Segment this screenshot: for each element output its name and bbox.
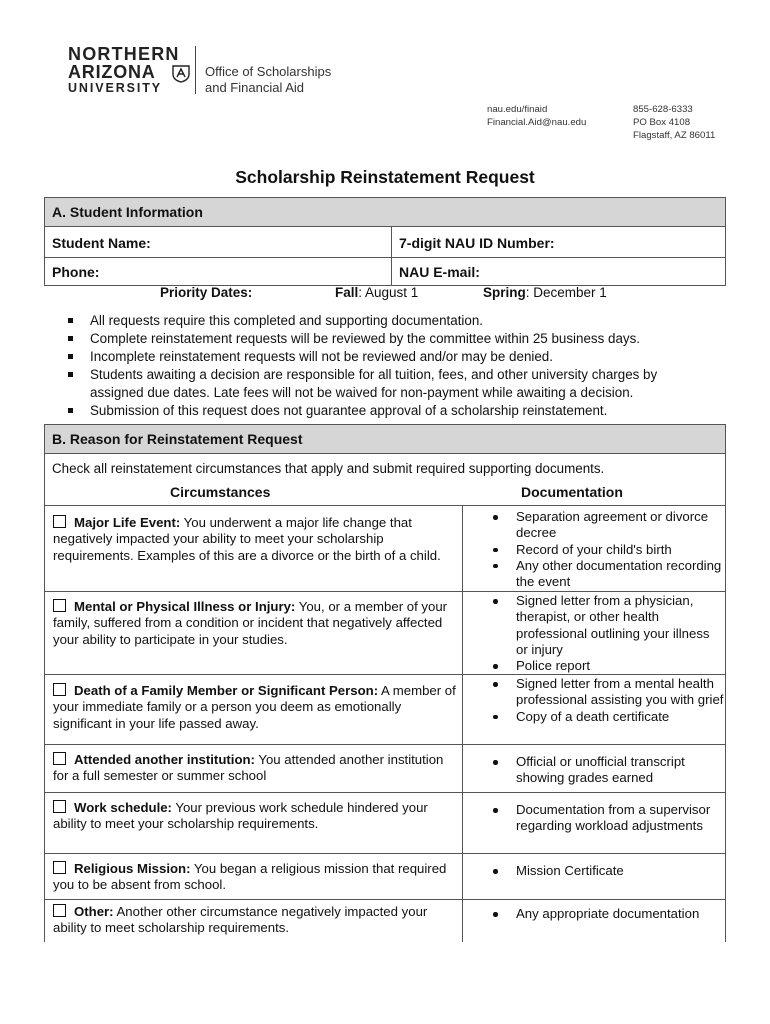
list-item: Submission of this request does not guarantee approval of a scholarship reinstatement. <box>68 402 688 420</box>
logo-line-arizona: ARIZONA <box>68 62 156 82</box>
circumstances-table <box>44 505 726 942</box>
contact-phone-address <box>633 103 715 142</box>
logo-line-university: UNIVERSITY <box>68 81 163 95</box>
nau-logo <box>68 44 368 98</box>
section-a-heading: A. Student Information <box>44 197 726 227</box>
circumstance-illness-injury: Mental or Physical Illness or Injury: You, or a member of your family, suffered from a condition or incident that negatively affected your ability to participate in your studies. <box>53 599 448 647</box>
info-row-name-id <box>44 227 726 258</box>
column-header-documentation: Documentation <box>521 484 623 500</box>
circumstance-major-life-event: Major Life Event: You underwent a major life change that negatively impacted your ability to meet your scholarship requirements. Examples of this are a divorce or the birth of a child. <box>53 515 441 563</box>
table-row <box>44 675 726 745</box>
list-item: All requests require this completed and supporting documentation. <box>68 312 688 330</box>
university-seal-icon <box>171 63 191 83</box>
documentation-list <box>468 509 724 590</box>
list-item: Police report <box>468 658 724 674</box>
illness-injury-checkbox[interactable] <box>53 599 66 612</box>
circumstance-another-institution: Attended another institution: You attended another institution for a full semester or summer school <box>53 752 444 784</box>
table-row <box>44 793 726 854</box>
another-institution-checkbox[interactable] <box>53 752 66 765</box>
section-b-intro: Check all reinstatement circumstances that apply and submit required supporting documents. <box>52 461 605 476</box>
fall-priority-date: Fall: August 1 <box>335 285 419 300</box>
circumstance-religious-mission: Religious Mission: You began a religious mission that required you to be absent from school. <box>53 861 447 893</box>
request-notes-list <box>68 312 688 420</box>
documentation-list <box>468 906 724 922</box>
contact-phone: 855-628-6333 <box>633 104 693 115</box>
contact-email[interactable]: Financial.Aid@nau.edu <box>487 117 587 128</box>
table-row <box>44 592 726 675</box>
other-checkbox[interactable] <box>53 904 66 917</box>
column-header-circumstances: Circumstances <box>170 484 271 500</box>
documentation-list <box>468 802 724 835</box>
circumstance-death: Death of a Family Member or Significant Person: A member of your immediate family or a person you deem as emotionally significant in your life passed away. <box>53 683 456 731</box>
list-item: Documentation from a supervisor regarding workload adjustments <box>468 802 724 835</box>
death-checkbox[interactable] <box>53 683 66 696</box>
table-row <box>44 506 726 592</box>
info-row-phone-email <box>44 258 726 286</box>
documentation-list <box>468 676 724 725</box>
documentation-list <box>468 863 724 879</box>
office-name: Office of Scholarships and Financial Aid <box>205 64 332 95</box>
list-item: Complete reinstatement requests will be reviewed by the committee within 25 business days. <box>68 330 688 348</box>
documentation-list <box>468 593 724 674</box>
list-item: Separation agreement or divorce decree <box>468 509 724 542</box>
nau-id-field[interactable]: 7-digit NAU ID Number: <box>399 235 555 251</box>
spring-priority-date: Spring: December 1 <box>483 285 607 300</box>
list-item: Incomplete reinstatement requests will not be reviewed and/or may be denied. <box>68 348 688 366</box>
logo-line-northern: NORTHERN <box>68 44 180 64</box>
list-item: Students awaiting a decision are responsible for all tuition, fees, and other university charges by assigned due dates. Late fees will not be waived for non-payment while awaiting a decision. <box>68 366 688 401</box>
religious-mission-checkbox[interactable] <box>53 861 66 874</box>
documentation-list <box>468 754 724 787</box>
major-life-event-checkbox[interactable] <box>53 515 66 528</box>
contact-po-box: PO Box 4108 <box>633 117 691 128</box>
contact-website[interactable]: nau.edu/finaid <box>487 104 548 115</box>
priority-dates-label: Priority Dates: <box>160 285 253 300</box>
work-schedule-checkbox[interactable] <box>53 800 66 813</box>
list-item: Copy of a death certificate <box>468 709 724 725</box>
page-title: Scholarship Reinstatement Request <box>235 167 535 187</box>
nau-email-field[interactable]: NAU E-mail: <box>399 264 480 280</box>
table-row <box>44 854 726 900</box>
list-item: Signed letter from a physician, therapist, or other health professional outlining your illness or injury <box>468 593 724 658</box>
student-name-field[interactable]: Student Name: <box>52 235 151 251</box>
list-item: Mission Certificate <box>468 863 724 879</box>
list-item: Official or unofficial transcript showing grades earned <box>468 754 724 787</box>
list-item: Any appropriate documentation <box>468 906 724 922</box>
table-row <box>44 900 726 942</box>
phone-field[interactable]: Phone: <box>52 264 100 280</box>
list-item: Signed letter from a mental health professional assisting you with grief <box>468 676 724 709</box>
contact-city: Flagstaff, AZ 86011 <box>633 130 716 141</box>
list-item: Any other documentation recording the event <box>468 558 724 591</box>
list-item: Record of your child's birth <box>468 542 724 558</box>
circumstance-work-schedule: Work schedule: Your previous work schedule hindered your ability to meet your scholarship requirements. <box>53 800 428 832</box>
contact-web-email <box>487 103 586 129</box>
logo-divider <box>195 46 196 94</box>
circumstance-other: Other: Another other circumstance negatively impacted your ability to meet scholarship requirements. <box>53 904 428 936</box>
table-row <box>44 745 726 793</box>
section-b-heading: B. Reason for Reinstatement Request <box>44 424 726 454</box>
